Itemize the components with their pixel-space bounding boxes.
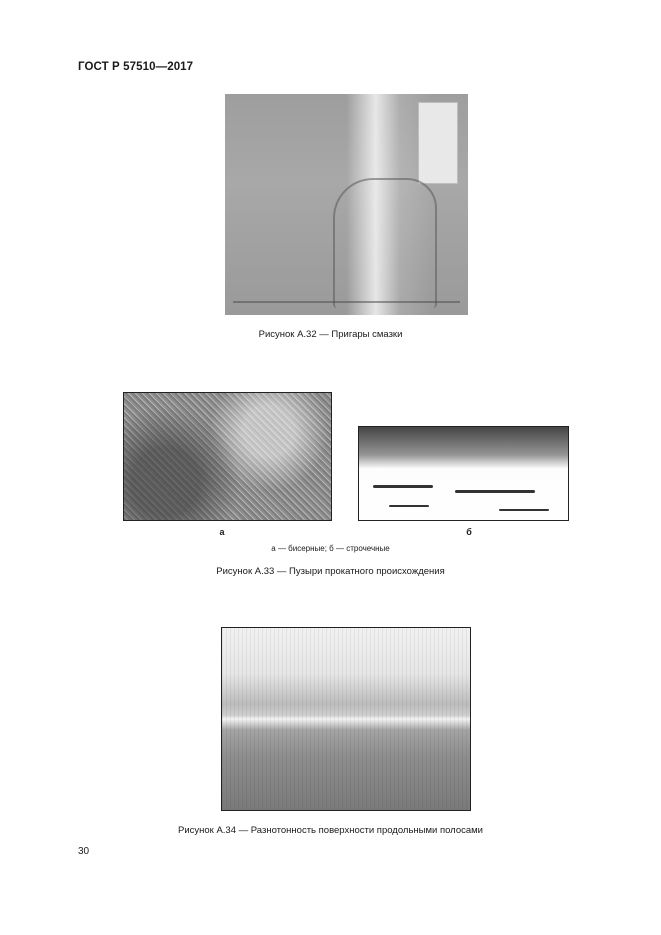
stitch-streak (389, 505, 429, 507)
sheet-edge (233, 301, 460, 303)
figure-a32-photo (225, 94, 468, 315)
figure-a33-label-b: б (466, 527, 472, 537)
figure-a33-label-a: а (219, 527, 225, 537)
figure-a33-caption: Рисунок А.33 — Пузыри прокатного происхождения (216, 566, 445, 577)
page-number: 30 (78, 846, 90, 857)
figure-a33-legend: а — бисерные; б — строчечные (271, 544, 390, 553)
stitch-streak (373, 485, 433, 488)
figure-a32-caption: Рисунок А.32 — Пригары смазки (258, 329, 403, 340)
paper-patch (418, 102, 458, 184)
stitch-streak (499, 509, 549, 511)
figure-a33b-photo (358, 426, 569, 521)
stitch-streak (455, 490, 535, 493)
document-code: ГОСТ Р 57510—2017 (78, 61, 194, 73)
figure-a34-photo (221, 627, 471, 811)
grease-stain-outline (333, 178, 437, 308)
figure-a34-caption: Рисунок А.34 — Разнотонность поверхности продольными полосами (177, 825, 483, 836)
figure-a33a-photo (123, 392, 332, 521)
